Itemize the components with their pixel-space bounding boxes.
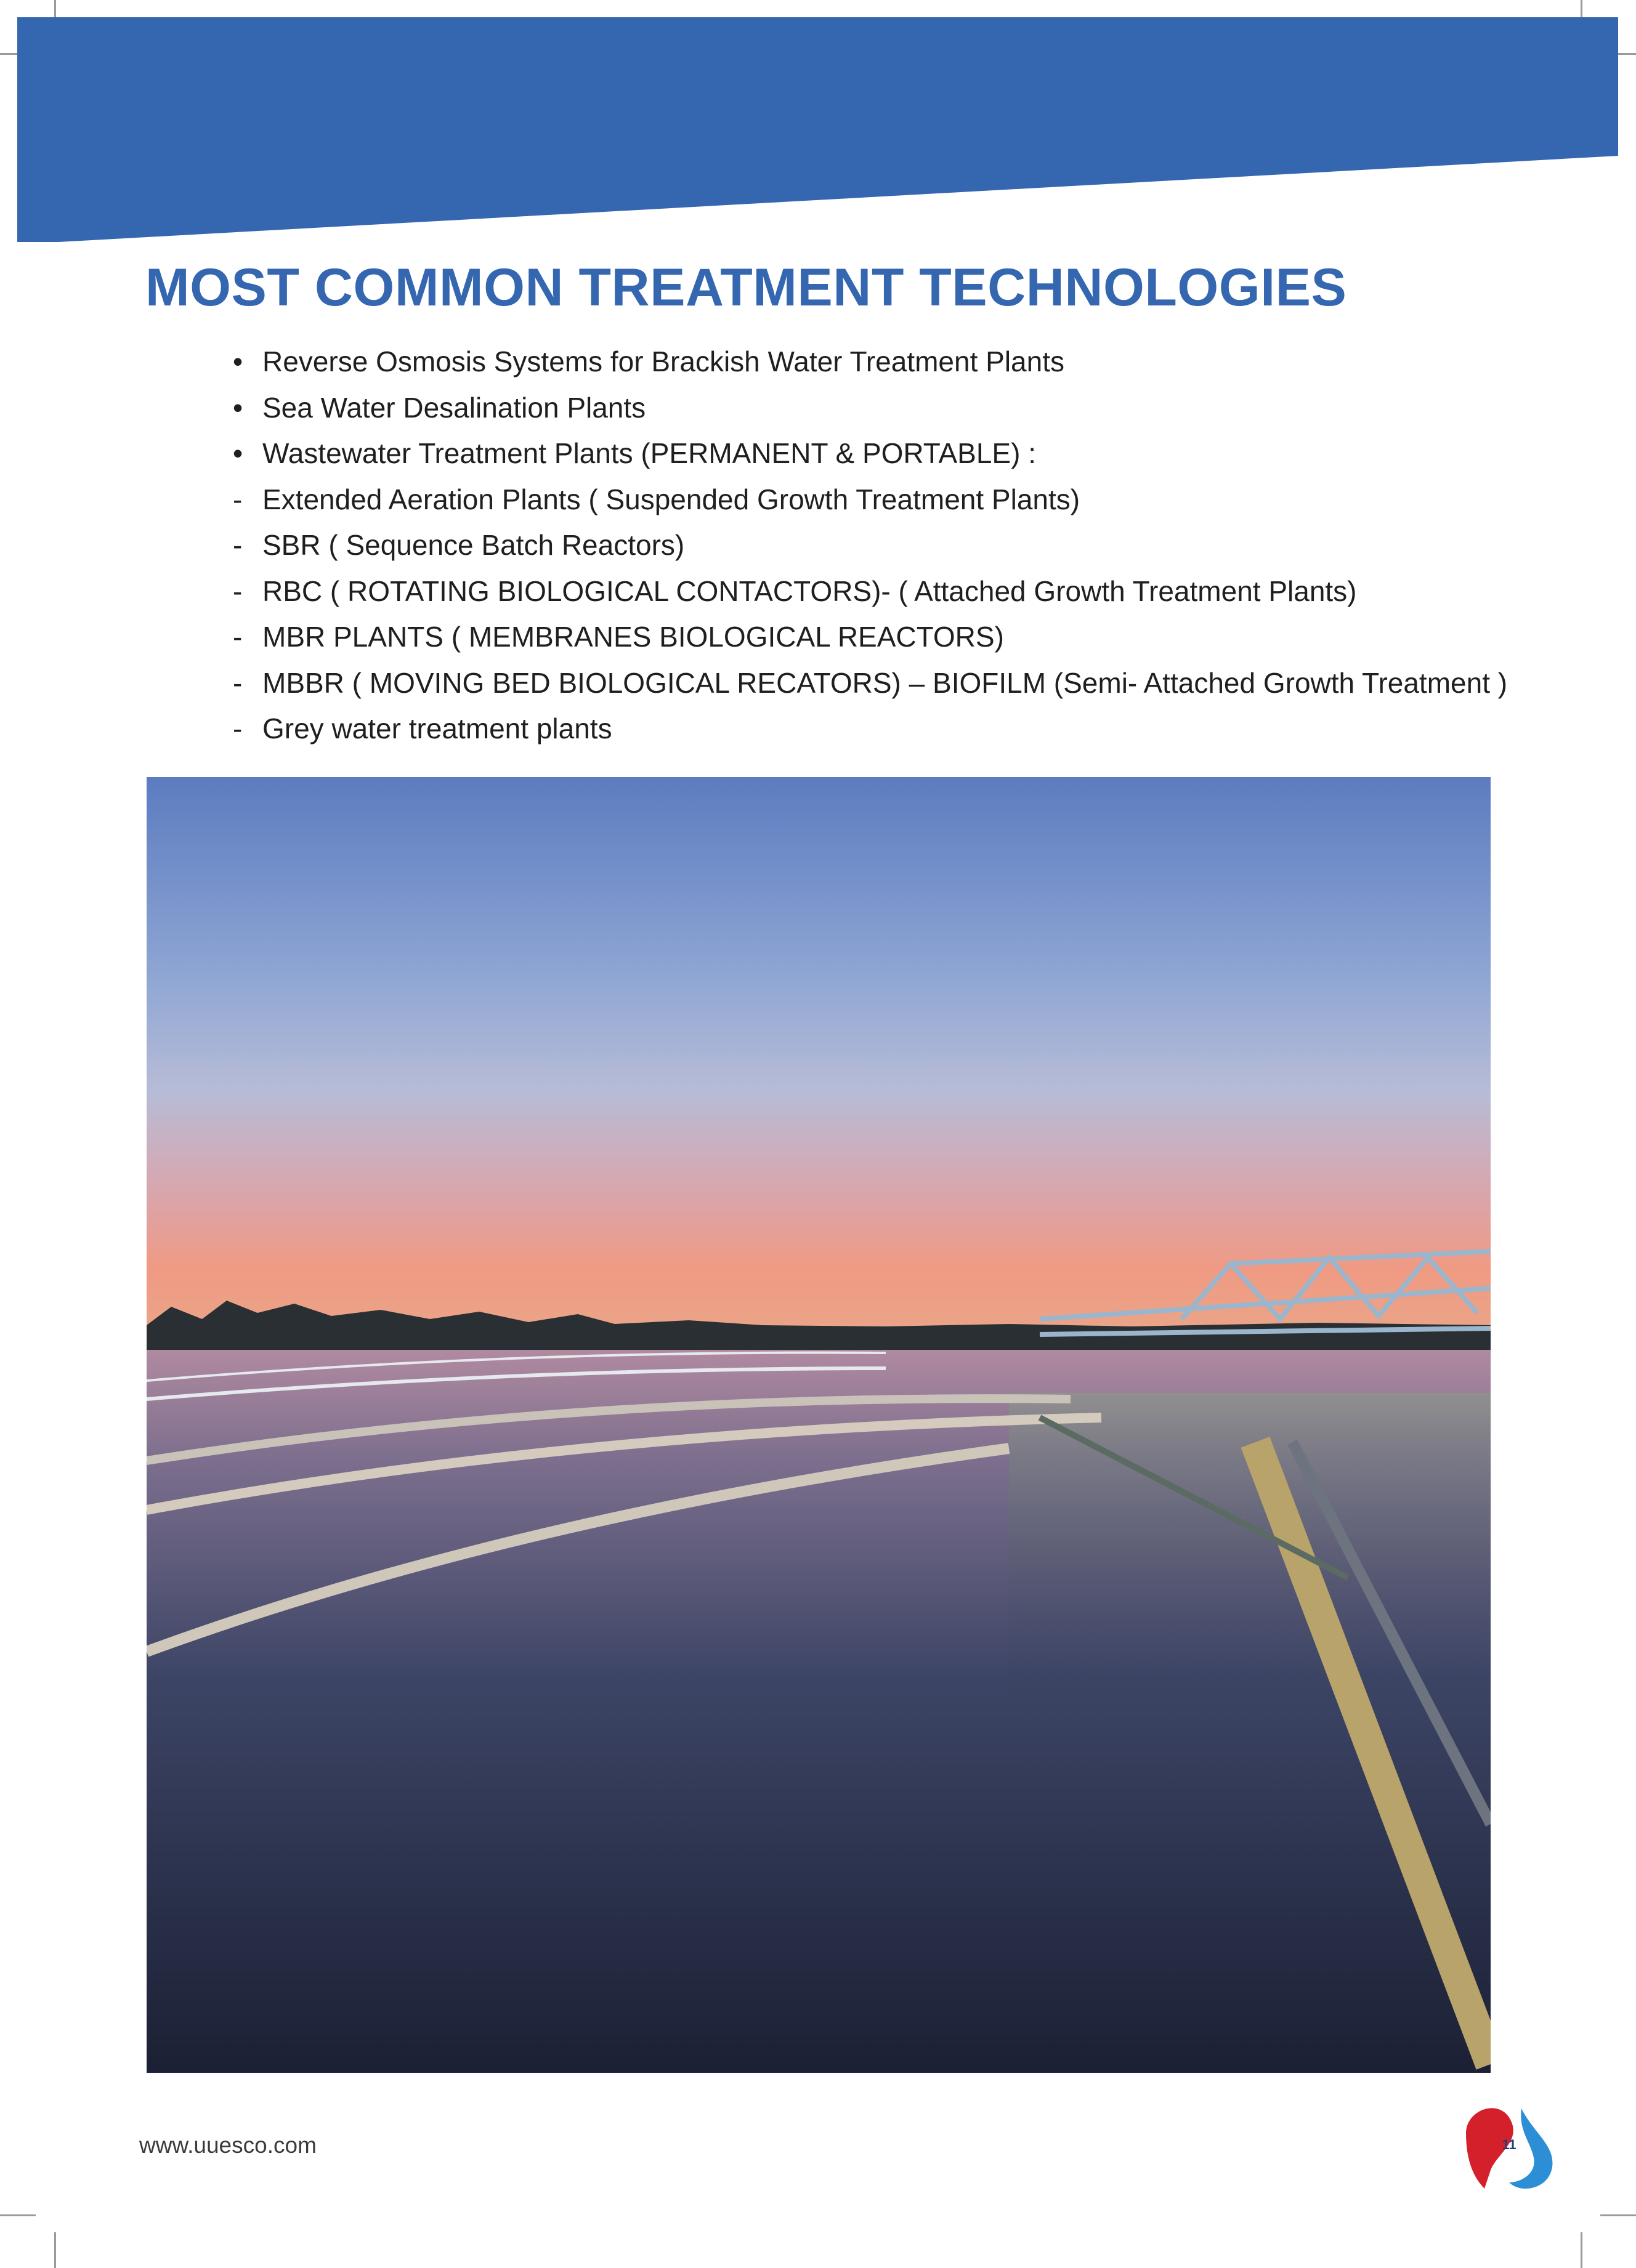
technology-text: MBBR ( MOVING BED BIOLOGICAL RECATORS) – BIOFILM (Semi- Attached Growth Treatment ): [262, 666, 1508, 699]
banner-shape: [17, 17, 1618, 242]
page-title: MOST COMMON TREATMENT TECHNOLOGIES: [145, 258, 1347, 317]
technology-text: Reverse Osmosis Systems for Brackish Water Treatment Plants: [262, 345, 1064, 378]
technology-text: Extended Aeration Plants ( Suspended Growth Treatment Plants): [262, 483, 1080, 515]
technology-text: Grey water treatment plants: [262, 712, 612, 745]
crop-mark: [1600, 2214, 1636, 2216]
list-marker: •: [233, 437, 243, 470]
water-treatment-plant-photo: [147, 777, 1491, 2073]
website-url[interactable]: www.uuesco.com: [139, 2133, 317, 2158]
list-marker: •: [233, 391, 243, 424]
list-marker: •: [233, 345, 243, 378]
technology-item: [233, 706, 1507, 752]
technology-item: [233, 385, 1507, 431]
header-banner: [0, 0, 1636, 259]
technology-text: MBR PLANTS ( MEMBRANES BIOLOGICAL REACTORS): [262, 621, 1004, 653]
crop-mark: [1581, 2232, 1582, 2268]
technology-item: [233, 339, 1507, 385]
crop-mark: [0, 2214, 36, 2216]
crop-mark: [54, 2232, 56, 2268]
technology-item: [233, 522, 1507, 568]
page-number: 11: [1502, 2137, 1517, 2152]
list-marker: -: [233, 666, 243, 699]
technology-item: [233, 660, 1507, 706]
list-marker: -: [233, 483, 243, 515]
technology-text: SBR ( Sequence Batch Reactors): [262, 529, 685, 562]
technology-text: Wastewater Treatment Plants (PERMANENT & PORTABLE) :: [262, 437, 1036, 470]
technology-list: [233, 339, 1507, 752]
list-marker: -: [233, 712, 243, 745]
list-marker: -: [233, 621, 243, 653]
technology-text: Sea Water Desalination Plants: [262, 391, 646, 424]
technology-item: [233, 477, 1507, 523]
technology-item: [233, 430, 1507, 477]
technology-item: [233, 568, 1507, 615]
list-marker: -: [233, 575, 243, 607]
list-marker: -: [233, 529, 243, 562]
technology-item: [233, 614, 1507, 660]
technology-text: RBC ( ROTATING BIOLOGICAL CONTACTORS)- ( Attached Growth Treatment Plants): [262, 575, 1357, 607]
